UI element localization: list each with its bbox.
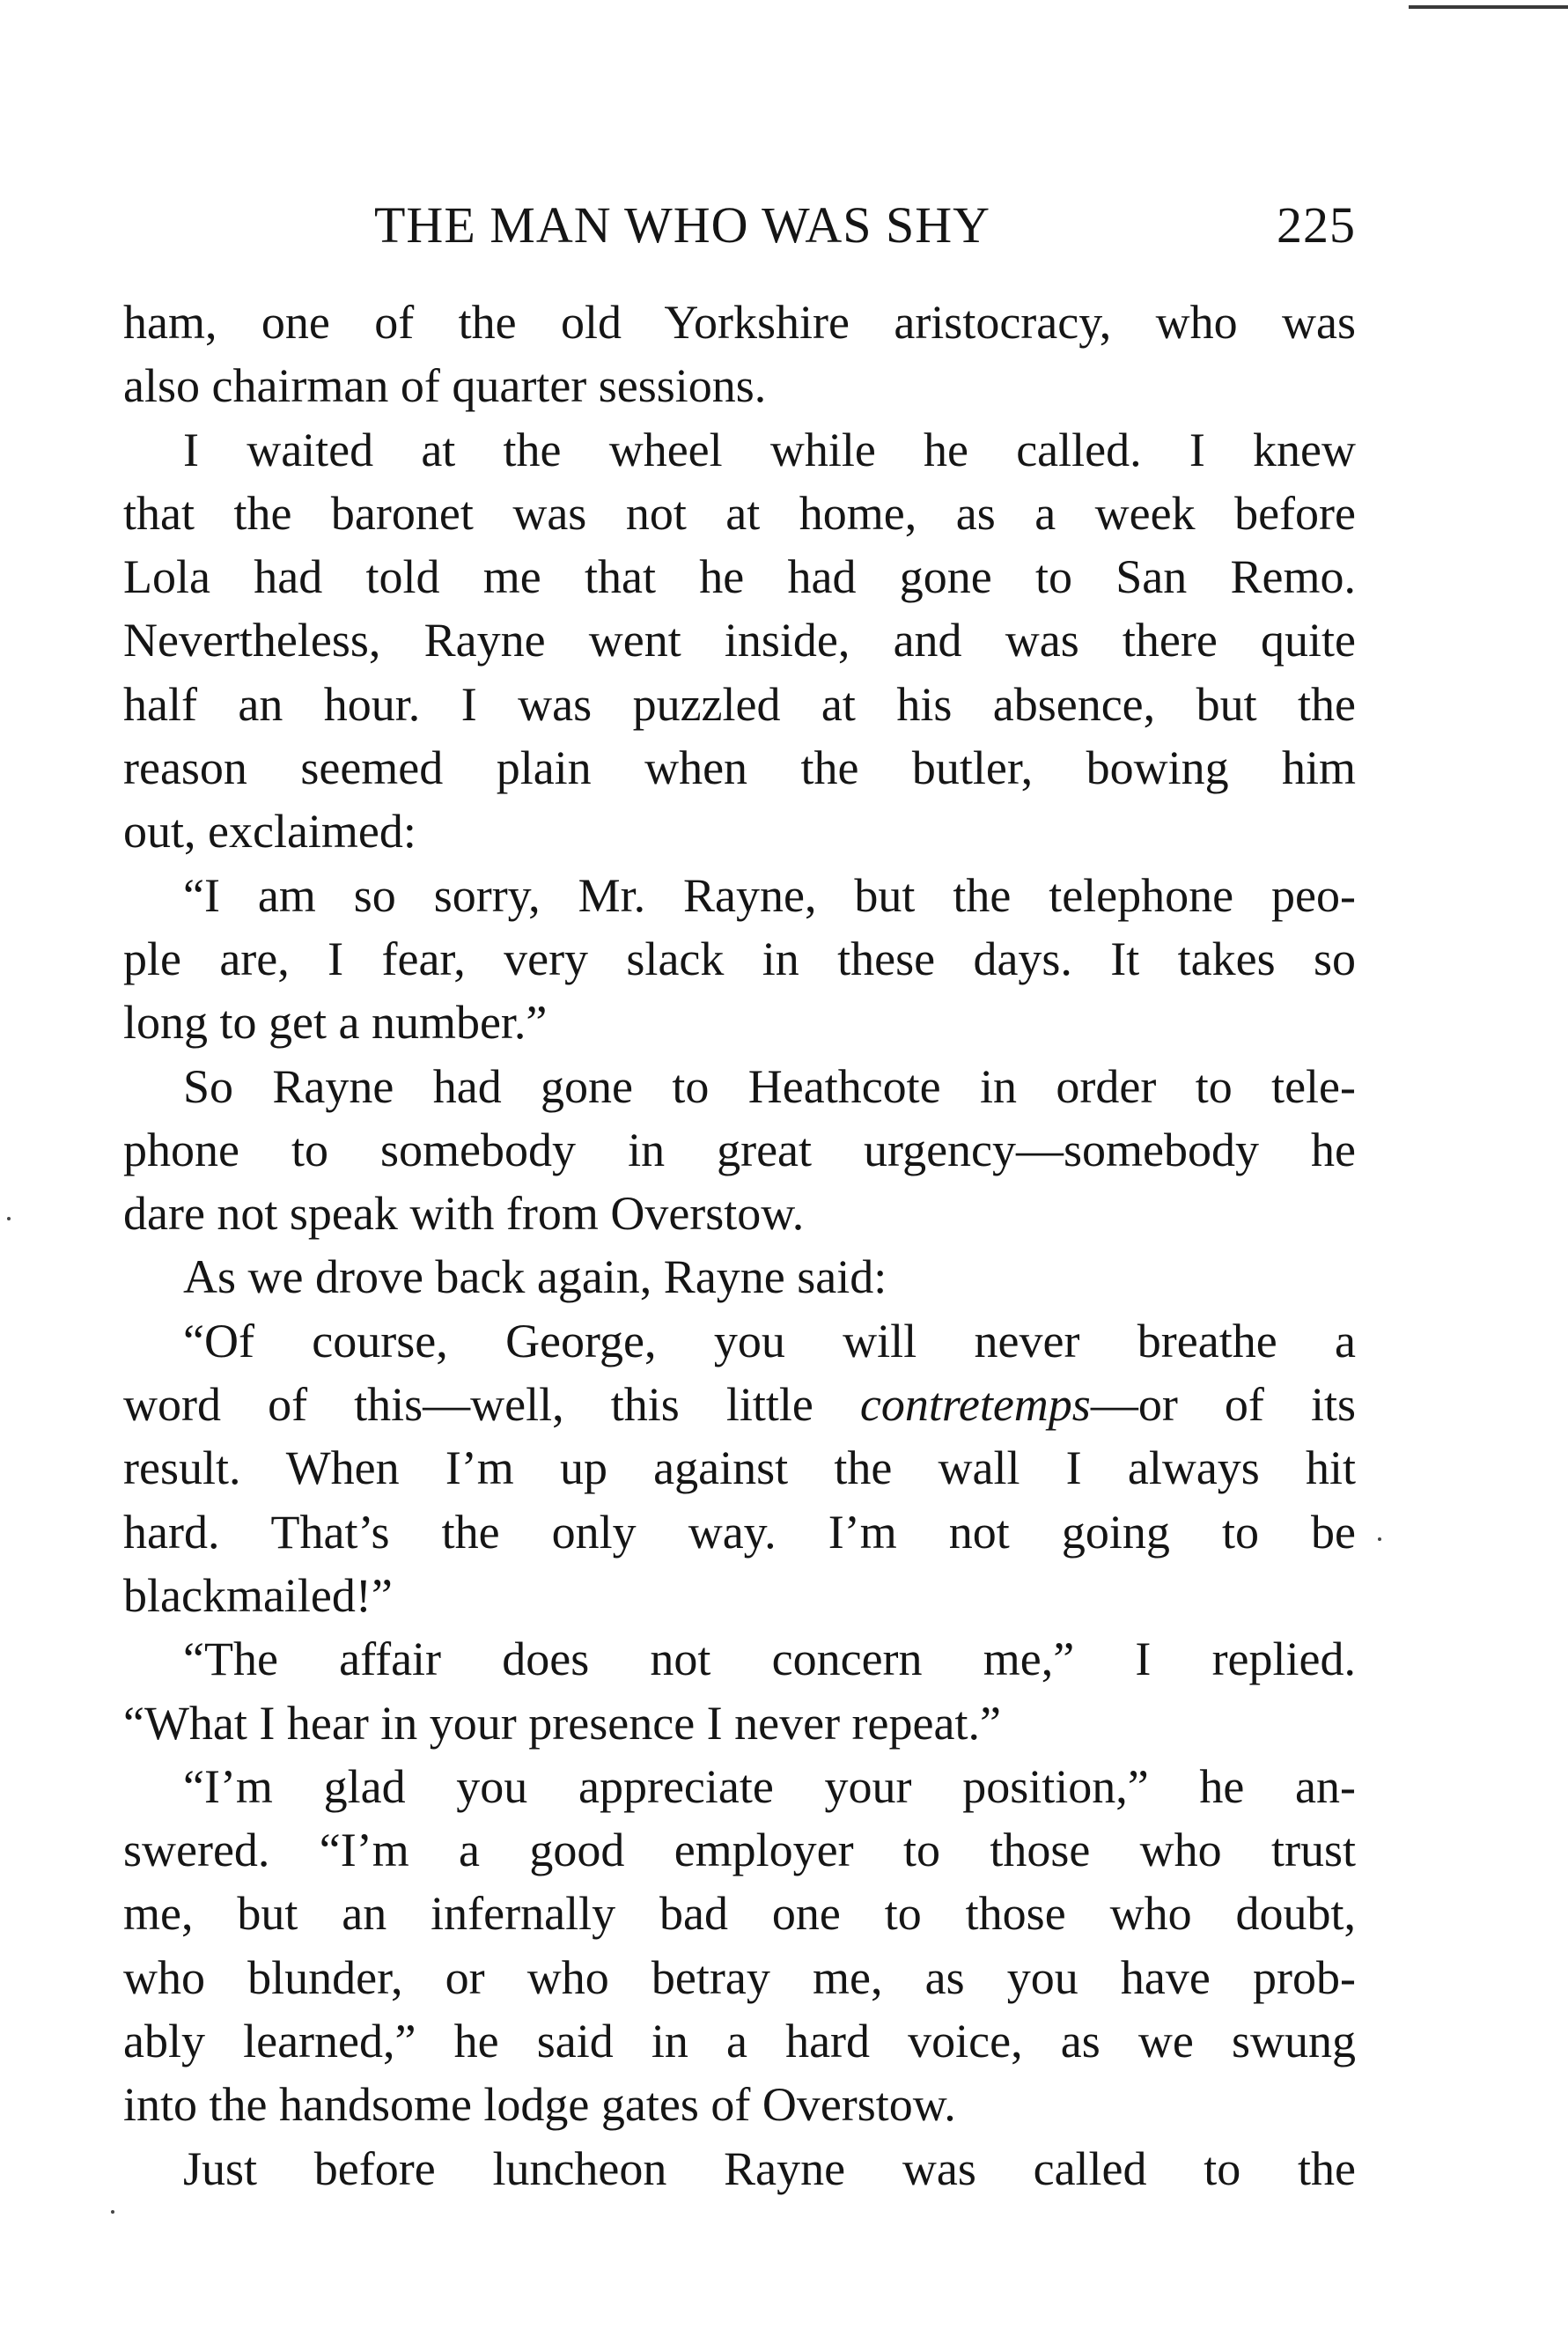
scan-speck: [111, 2210, 114, 2214]
page-number: 225: [1277, 196, 1356, 254]
text-line: “What I hear in your presence I never repeat.”: [123, 1696, 1001, 1750]
text-line: Lola had told me that he had gone to San Remo.: [123, 550, 1356, 604]
text-line: “I’m glad you appreciate your position,” he an-: [183, 1759, 1356, 1813]
text-line: As we drove back again, Rayne said:: [183, 1250, 887, 1304]
text-line: half an hour. I was puzzled at his absence, but the: [123, 677, 1356, 731]
text-line: hard. That’s the only way. I’m not going to be: [123, 1505, 1356, 1559]
scan-speck: [7, 1217, 11, 1220]
text-line: that the baronet was not at home, as a week before: [123, 486, 1356, 540]
text-line: phone to somebody in great urgency—somebody he: [123, 1123, 1356, 1176]
text-line: “I am so sorry, Mr. Rayne, but the telephone peo-: [183, 868, 1356, 922]
running-head: [123, 195, 1356, 275]
text-line: swered. “I’m a good employer to those who trust: [123, 1824, 1356, 1877]
text-line-with-italic: [123, 1373, 1356, 1436]
text-line: “Of course, George, you will never breathe a: [183, 1314, 1356, 1367]
text-run: —or of its: [1090, 1378, 1356, 1432]
text-line: into the handsome lodge gates of Overstow.: [123, 2078, 956, 2132]
text-line: also chairman of quarter sessions.: [123, 359, 767, 413]
text-line: dare not speak with from Overstow.: [123, 1187, 805, 1241]
text-line: long to get a number.”: [123, 996, 548, 1050]
text-line: ham, one of the old Yorkshire aristocracy, who was: [123, 296, 1356, 349]
text-line: me, but an infernally bad one to those who doubt,: [123, 1887, 1356, 1941]
text-line: result. When I’m up against the wall I always hit: [123, 1441, 1356, 1495]
scan-edge-rule: [1409, 5, 1568, 9]
scan-speck: [1378, 1537, 1381, 1541]
text-run: word of this—well, this little: [123, 1378, 860, 1432]
text-line: Just before luncheon Rayne was called to the: [183, 2141, 1356, 2195]
text-line: I waited at the wheel while he called. I knew: [183, 423, 1356, 476]
italic-word: contretemps: [859, 1378, 1091, 1432]
text-line: out, exclaimed:: [123, 805, 416, 859]
text-line: ably learned,” he said in a hard voice, as we swung: [123, 2015, 1356, 2068]
body-text: [123, 291, 1356, 2200]
text-line: So Rayne had gone to Heathcote in order to tele-: [183, 1059, 1356, 1113]
text-line: who blunder, or who betray me, as you have prob-: [123, 1950, 1356, 2004]
text-line: ple are, I fear, very slack in these days. It takes so: [123, 932, 1356, 985]
text-line: reason seemed plain when the butler, bowing him: [123, 741, 1356, 795]
text-line: “The affair does not concern me,” I replied.: [183, 1633, 1356, 1686]
text-line: Nevertheless, Rayne went inside, and was there quite: [123, 614, 1356, 667]
running-head-title: THE MAN WHO WAS SHY: [374, 196, 990, 254]
text-line: blackmailed!”: [123, 1568, 393, 1622]
